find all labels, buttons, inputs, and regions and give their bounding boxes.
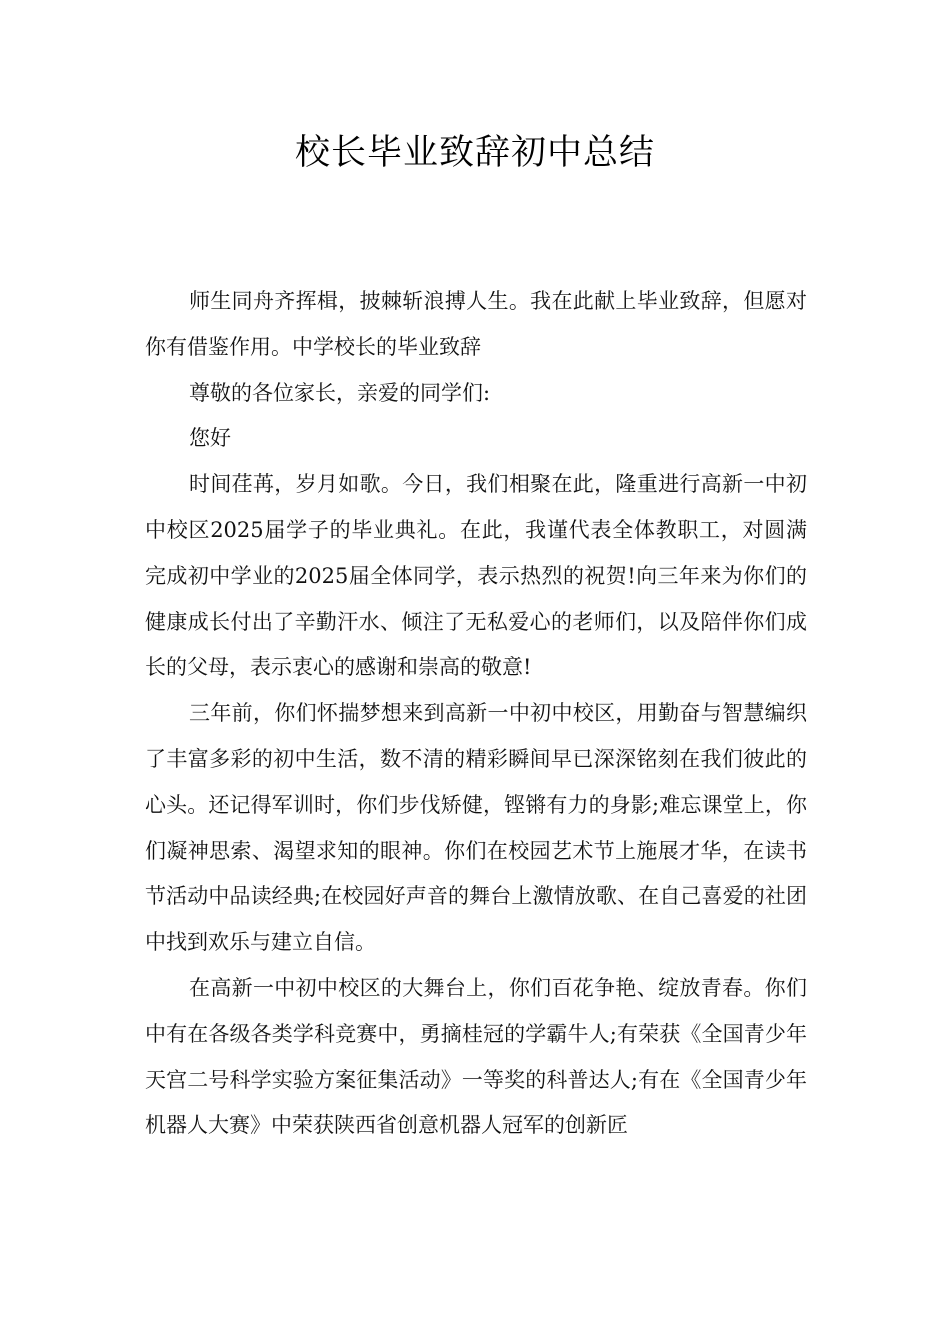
paragraph-achievements: 在高新一中初中校区的大舞台上，你们百花争艳、绽放青春。你们中有在各级各类学科竞赛中，勇摘桂冠的学霸牛人;有荣获《全国青少年天宫二号科学实验方案征集活动》一等奖的科普达人;有在《全国青少年机器人大赛》中荣获陕西省创意机器人冠军的创新匠: [145, 975, 807, 1138]
paragraph-salutation: 尊敬的各位家长，亲爱的同学们:: [189, 380, 491, 405]
paragraph-ceremony: 时间荏苒，岁月如歌。今日，我们相聚在此，隆重进行高新一中初中校区2025届学子的毕业典礼。在此，我谨代表全体教职工，对圆满完成初中学业的2025届全体同学，表示热烈的祝贺!向三年来为你们的健康成长付出了辛勤汗水、倾注了无私爱心的老师们，以及陪伴你们成长的父母，表示衷心的感谢和崇高的敬意!: [145, 472, 807, 680]
document-title: 校长毕业致辞初中总结: [294, 133, 655, 173]
document-body: [145, 279, 807, 1149]
paragraph-intro: 师生同舟齐挥楫，披棘斩浪搏人生。我在此献上毕业致辞，但愿对你有借鉴作用。中学校长的毕业致辞: [145, 289, 807, 359]
paragraph-memories: 三年前，你们怀揣梦想来到高新一中初中校区，用勤奋与智慧编织了丰富多彩的初中生活，数不清的精彩瞬间早已深深铭刻在我们彼此的心头。还记得军训时，你们步伐矫健，铿锵有力的身影;难忘课堂上，你们凝神思索、渴望求知的眼神。你们在校园艺术节上施展才华，在读书节活动中品读经典;在校园好声音的舞台上激情放歌、在自己喜爱的社团中找到欢乐与建立自信。: [145, 701, 807, 955]
paragraph-greeting: 您好: [189, 426, 231, 451]
